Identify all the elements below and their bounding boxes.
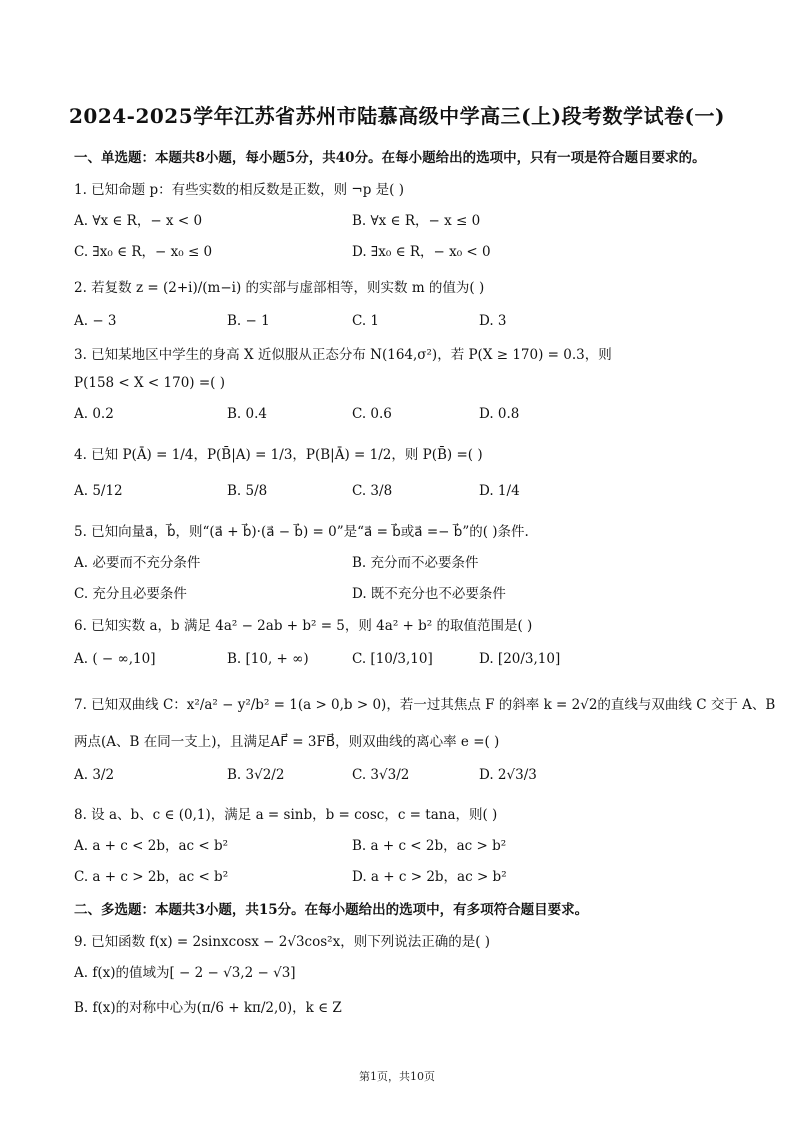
question-9-option-b: B. f(x)的对称中心为(π/6 + kπ/2,0)，k ∈ Z bbox=[74, 1000, 342, 1016]
question-5-option-d: D. 既不充分也不必要条件 bbox=[352, 586, 506, 602]
question-2-option-b: B. − 1 bbox=[227, 313, 270, 329]
question-9-option-a: A. f(x)的值域为[ − 2 − √3,2 − √3] bbox=[74, 965, 296, 981]
question-6-stem: 6. 已知实数 a，b 满足 4a² − 2ab + b² = 5，则 4a² + b² 的取值范围是( ) bbox=[74, 618, 533, 634]
question-6-option-b: B. [10, + ∞) bbox=[227, 651, 309, 667]
question-7-option-c: C. 3√3/2 bbox=[352, 767, 410, 783]
question-9-stem: 9. 已知函数 f(x) = 2sinxcosx − 2√3cos²x，则下列说法正确的是( ) bbox=[74, 934, 491, 950]
question-8-option-c: C. a + c > 2b，ac < b² bbox=[74, 869, 229, 885]
question-1-option-a: A. ∀x ∈ R，− x < 0 bbox=[74, 213, 203, 229]
question-2-option-c: C. 1 bbox=[352, 313, 380, 329]
question-7-option-a: A. 3/2 bbox=[74, 767, 115, 783]
question-8-option-a: A. a + c < 2b，ac < b² bbox=[74, 838, 229, 854]
question-1-option-c: C. ∃x₀ ∈ R，− x₀ ≤ 0 bbox=[74, 244, 213, 260]
question-8-option-b: B. a + c < 2b，ac > b² bbox=[352, 838, 507, 854]
question-4-option-b: B. 5/8 bbox=[227, 483, 268, 499]
question-1-stem: 1. 已知命题 p：有些实数的相反数是正数，则 ¬p 是( ) bbox=[74, 182, 404, 198]
page-title: 2024-2025学年江苏省苏州市陆慕高级中学高三(上)段考数学试卷(一) bbox=[69, 104, 725, 128]
question-5-stem: 5. 已知向量a⃗，b⃗，则“(a⃗ + b⃗)·(a⃗ − b⃗) = 0”是“a⃗ = b⃗或a⃗ =− b⃗”的( )条件. bbox=[74, 524, 529, 540]
question-2-option-d: D. 3 bbox=[479, 313, 507, 329]
question-4-option-c: C. 3/8 bbox=[352, 483, 393, 499]
question-7-option-d: D. 2√3/3 bbox=[479, 767, 537, 783]
question-5-option-a: A. 必要而不充分条件 bbox=[74, 555, 201, 571]
question-3-option-c: C. 0.6 bbox=[352, 406, 392, 422]
question-4-stem: 4. 已知 P(Ā) = 1/4，P(B̄|A) = 1/3，P(B|Ā) = 1/2，则 P(B̄) =( ) bbox=[74, 447, 483, 463]
question-5-option-c: C. 充分且必要条件 bbox=[74, 586, 187, 602]
question-7-stem-line-2: 两点(A、B 在同一支上)，且满足AF⃗ = 3FB⃗，则双曲线的离心率 e =( ) bbox=[74, 734, 500, 750]
page-footer: 第1页，共10页 bbox=[359, 1070, 435, 1083]
question-8-option-d: D. a + c > 2b，ac > b² bbox=[352, 869, 507, 885]
question-3-option-b: B. 0.4 bbox=[227, 406, 267, 422]
question-2-option-a: A. − 3 bbox=[74, 313, 117, 329]
question-5-option-b: B. 充分而不必要条件 bbox=[352, 555, 479, 571]
question-1-option-b: B. ∀x ∈ R，− x ≤ 0 bbox=[352, 213, 481, 229]
question-4-option-a: A. 5/12 bbox=[74, 483, 123, 499]
question-6-option-c: C. [10/3,10] bbox=[352, 651, 433, 667]
question-7-stem-line-1: 7. 已知双曲线 C：x²/a² − y²/b² = 1(a > 0,b > 0)，若一过其焦点 F 的斜率 k = 2√2的直线与双曲线 C 交于 A、B bbox=[74, 697, 776, 713]
question-6-option-a: A. ( − ∞,10] bbox=[74, 651, 156, 667]
question-4-option-d: D. 1/4 bbox=[479, 483, 520, 499]
question-1-option-d: D. ∃x₀ ∈ R，− x₀ < 0 bbox=[352, 244, 491, 260]
question-8-stem: 8. 设 a、b、c ∈ (0,1)，满足 a = sinb，b = cosc，c = tana，则( ) bbox=[74, 807, 498, 823]
section-header-multiple-choice: 二、多选题：本题共3小题，共15分。在每小题给出的选项中，有多项符合题目要求。 bbox=[74, 902, 589, 918]
question-7-option-b: B. 3√2/2 bbox=[227, 767, 285, 783]
question-3-option-d: D. 0.8 bbox=[479, 406, 520, 422]
question-3-option-a: A. 0.2 bbox=[74, 406, 114, 422]
question-3-stem-line-2: P(158 < X < 170) =( ) bbox=[74, 375, 225, 391]
question-6-option-d: D. [20/3,10] bbox=[479, 651, 561, 667]
question-2-stem: 2. 若复数 z = (2+i)/(m−i) 的实部与虚部相等，则实数 m 的值为( ) bbox=[74, 280, 485, 296]
question-3-stem-line-1: 3. 已知某地区中学生的身高 X 近似服从正态分布 N(164,σ²)，若 P(X ≥ 170) = 0.3，则 bbox=[74, 347, 612, 363]
section-header-single-choice: 一、单选题：本题共8小题，每小题5分，共40分。在每小题给出的选项中，只有一项是符合题目要求的。 bbox=[74, 150, 706, 166]
